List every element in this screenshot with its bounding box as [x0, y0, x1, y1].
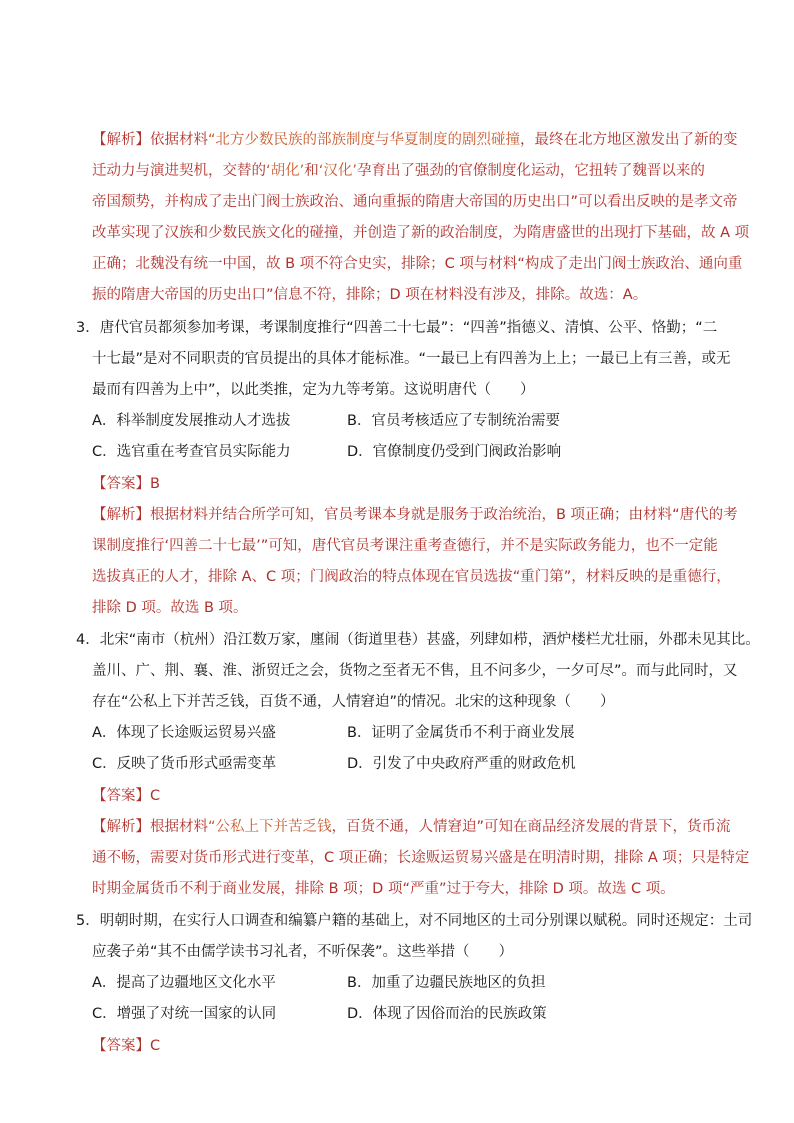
q5-answer: 【答案】C — [92, 1038, 161, 1054]
q4-stem-line-3: 存在“公私上下并苦乏钱，百货不通，人情窘迫”的情况。北宋的这种现象（ ） — [92, 694, 615, 710]
q5-option-b: B．加重了边疆民族地区的负担 — [347, 975, 546, 991]
q4-option-a: A．体现了长途贩运贸易兴盛 — [92, 725, 276, 741]
question-number: 3． — [76, 320, 100, 336]
q5-option-a: A．提高了边疆地区文化水平 — [92, 975, 276, 991]
q5-option-c: C．增强了对统一国家的认同 — [92, 1006, 277, 1022]
q5-option-d: D．体现了因俗而治的民族政策 — [347, 1006, 547, 1022]
q4-stem-line-2: 盖川、广、荆、襄、淮、浙贸迁之会，货物之至者无不售，且不问多少，一夕可尽”。而与此同时，又 — [92, 663, 738, 679]
q4-option-b: B．证明了金属货币不利于商业发展 — [347, 725, 575, 741]
q4-analysis-line-2: 通不畅，需要对货币形式进行变革，C 项正确；长途贩运贸易兴盛是在明清时期，排除 A 项；只是特定 — [92, 850, 750, 866]
analysis-tag: 【解析】 — [92, 819, 150, 835]
question-number: 5． — [76, 913, 100, 929]
q5-stem-line-2: 应袭子弟“其不由儒学读书习礼者，不听保袭”。这些举措（ ） — [92, 944, 514, 960]
answer-tag: 【答案】 — [92, 788, 150, 804]
q3-option-b: B．官员考核适应了专制统治需要 — [347, 413, 560, 429]
q2-analysis-line-6: 振的隋唐大帝国的历史出口”信息不符，排除；D 项在材料没有涉及，排除。故选：A。 — [92, 287, 648, 303]
answer-tag: 【答案】 — [92, 1038, 150, 1054]
q2-analysis-line-5: 正确；北魏没有统一中国，故 B 项不符合史实，排除；C 项与材料“构成了走出门阀士族政治、通向重 — [92, 256, 743, 272]
q3-stem-line-1: 3．唐代官员都须参加考课，考课制度推行“四善二十七最”：“四善”指德义、清慎、公平、恪勤；“二 — [76, 320, 718, 336]
answer-tag: 【答案】 — [92, 476, 150, 492]
q4-answer: 【答案】C — [92, 788, 161, 804]
q4-option-c: C．反映了货币形式亟需变革 — [92, 756, 277, 772]
q4-option-d: D．引发了中央政府严重的财政危机 — [347, 756, 576, 772]
q3-analysis-line-1: 【解析】根据材料并结合所学可知，官员考课本身就是服务于政治统治，B 项正确；由材料“唐代的考 — [92, 507, 738, 523]
q3-stem-line-2: 十七最”是对不同职责的官员提出的具体才能标准。“一最已上有四善为上上；一最已上有三善，或无 — [92, 351, 731, 367]
analysis-tag: 【解析】 — [92, 507, 150, 523]
q5-stem-line-1: 5．明朝时期，在实行人口调查和编纂户籍的基础上，对不同地区的土司分别课以赋税。同时还规定：土司 — [76, 913, 753, 929]
q2-analysis-line-1: 【解析】依据材料“北方少数民族的部族制度与华夏制度的剧烈碰撞，最终在北方地区激发出了新的变 — [92, 132, 738, 148]
q4-stem-line-1: 4．北宋“南市（杭州）沿江数万家，廛闹（街道里巷）甚盛，列肆如栉，酒炉楼栏尤壮丽，外郡未见其比。 — [76, 632, 760, 648]
q4-analysis-line-3: 时期金属货币不利于商业发展，排除 B 项；D 项“严重”过于夸大，排除 D 项。故选 C 项。 — [92, 881, 675, 897]
q2-analysis-line-3: 帝国颓势，并构成了走出门阀士族政治、通向重振的隋唐大帝国的历史出口”可以看出反映的是孝文帝 — [92, 194, 738, 210]
question-number: 4． — [76, 632, 100, 648]
analysis-tag: 【解析】 — [92, 132, 150, 148]
q3-answer: 【答案】B — [92, 476, 160, 492]
q2-analysis-line-2: 迁动力与演进契机，交替的‘胡化’和‘汉化’孕育出了强劲的官僚制度化运动，它扭转了魏晋以来的 — [92, 163, 705, 179]
q3-analysis-line-2: 课制度推行‘四善二十七最’”可知，唐代官员考课注重考查德行，并不是实际政务能力，也不一定能 — [92, 538, 718, 554]
q3-stem-line-3: 最而有四善为上中”，以此类推，定为九等考第。这说明唐代（ ） — [92, 382, 535, 398]
q3-analysis-line-4: 排除 D 项。故选 B 项。 — [92, 600, 248, 616]
q3-option-d: D．官僚制度仍受到门阀政治影响 — [347, 444, 562, 460]
q3-option-c: C．选官重在考查官员实际能力 — [92, 444, 291, 460]
q4-analysis-line-1: 【解析】根据材料“公私上下并苦乏钱，百货不通，人情窘迫”可知在商品经济发展的背景下，货币流 — [92, 819, 731, 835]
q3-option-a: A．科举制度发展推动人才选拔 — [92, 413, 291, 429]
q3-analysis-line-3: 选拔真正的人才，排除 A、C 项；门阀政治的特点体现在官员选拔“重门第”，材料反映的是重德行， — [92, 569, 731, 585]
q2-analysis-line-4: 改革实现了汉族和少数民族文化的碰撞，并创造了新的政治制度，为隋唐盛世的出现打下基础，故 A 项 — [92, 225, 750, 241]
